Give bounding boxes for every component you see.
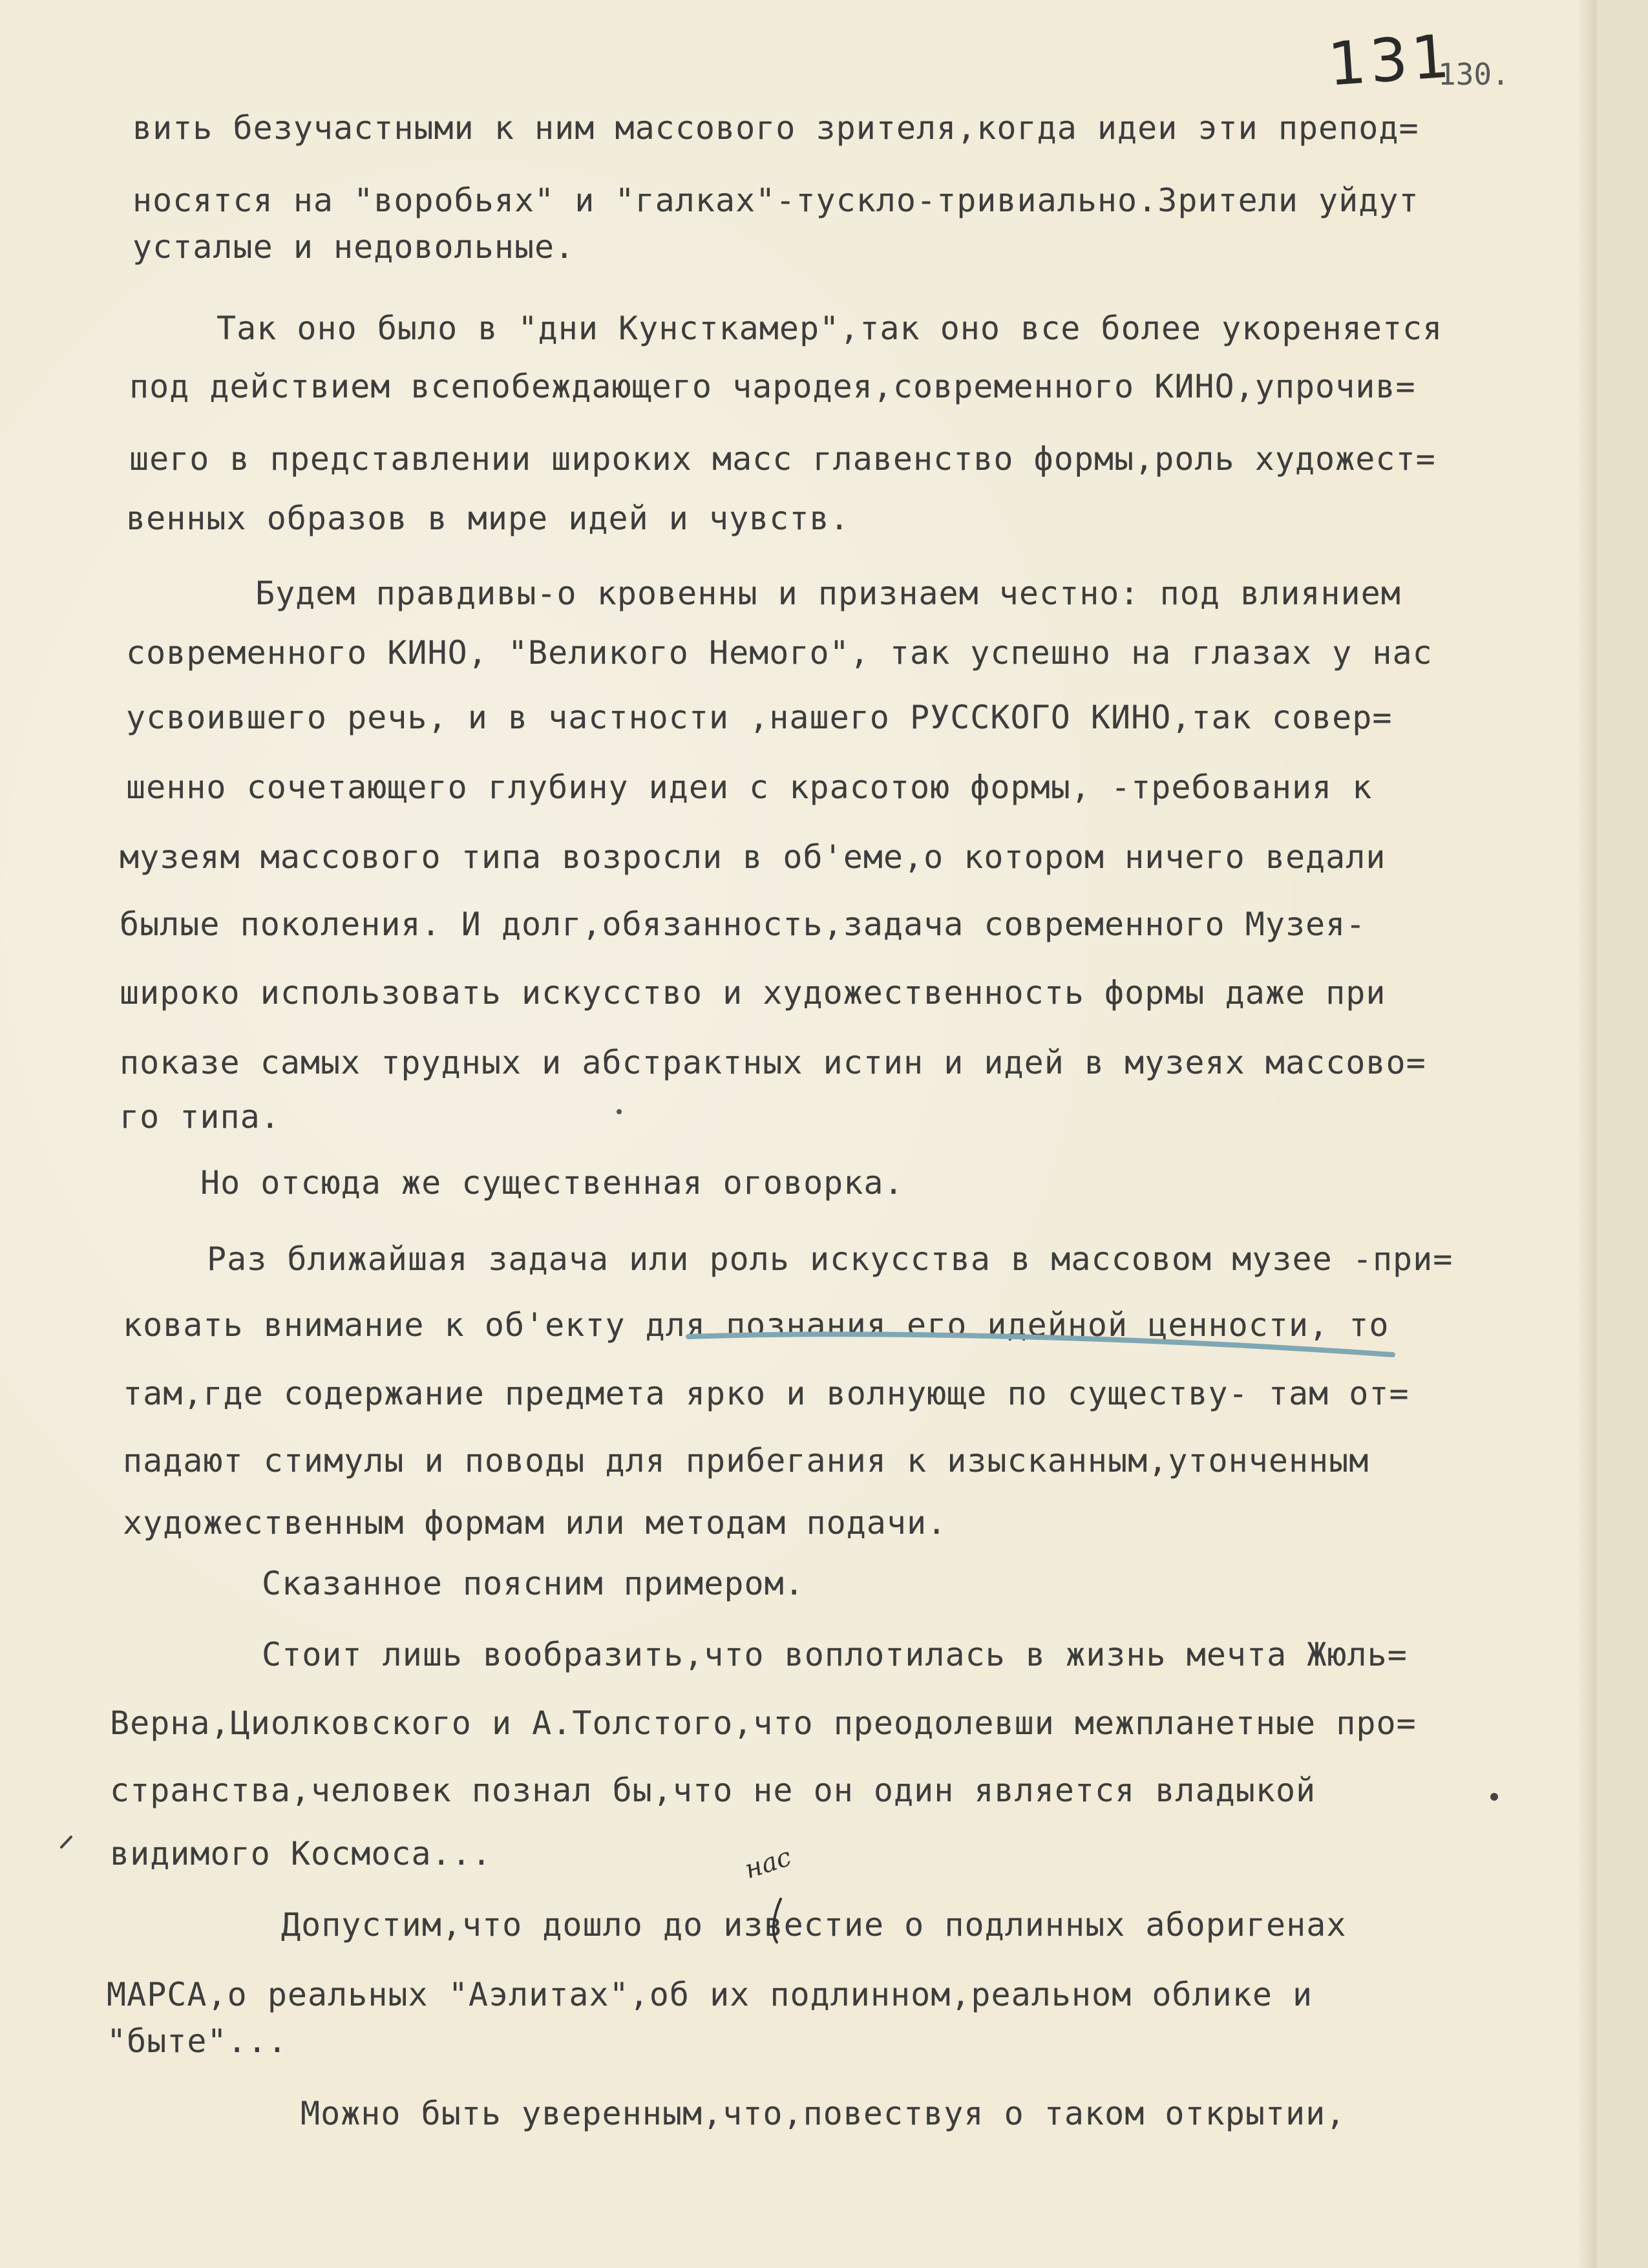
text-line: под действием всепобеждающего чародея,современного КИНО,упрочив=	[129, 368, 1416, 405]
text-line: показе самых трудных и абстрактных истин и идей в музеях массово=	[120, 1044, 1426, 1081]
text-line: венных образов в мире идей и чувств.	[126, 500, 850, 537]
text-line: странства,человек познал бы,что не он один является владыкой	[110, 1772, 1316, 1809]
text-line: шего в представлении широких масс главенство формы,роль художест=	[129, 440, 1436, 478]
handwritten-folio-number: 131	[1326, 21, 1456, 100]
text-line: видимого Космоса...	[110, 1835, 492, 1872]
text-line: былые поколения. И долг,обязанность,задача современного Музея-	[120, 906, 1366, 943]
text-line: го типа.	[120, 1098, 280, 1136]
typed-page-number: 130.	[1438, 57, 1510, 92]
text-line: Верна,Циолковского и А.Толстого,что преодолевши межпланетные про=	[110, 1704, 1417, 1742]
handwritten-insertion: нас	[741, 1841, 795, 1885]
text-line: художественным формам или методам подачи.	[123, 1504, 947, 1542]
text-line: Так оно было в "дни Кунсткамер",так оно все более укореняется	[217, 310, 1443, 347]
text-line: широко использовать искусство и художественность формы даже при	[120, 974, 1386, 1012]
text-line: усталые и недовольные.	[132, 228, 575, 266]
text-line: ковать внимание к об'екту для познания его идейной ценности, то	[123, 1306, 1389, 1344]
text-line: Допустим,что дошло до известие о подлинных аборигенах	[281, 1906, 1347, 1944]
text-line: Будем правдивы-о кровенны и признаем честно: под влиянием	[255, 575, 1401, 612]
text-line: МАРСА,о реальных "Аэлитах",об их подлинном,реальном облике и	[107, 1976, 1313, 2013]
page-edge-shadow	[1577, 0, 1596, 2268]
text-line: музеям массового типа возросли в об'еме,о котором ничего ведали	[120, 838, 1386, 876]
text-line: Раз ближайшая задача или роль искусства в массовом музее -при=	[207, 1240, 1453, 1278]
text-line: вить безучастными к ним массового зрителя,когда идеи эти препод=	[132, 109, 1419, 147]
text-line: носятся на "воробьях" и "галках"-тускло-тривиально.Зрители уйдут	[132, 182, 1419, 219]
text-line: Стоит лишь вообразить,что воплотилась в жизнь мечта Жюль=	[262, 1636, 1408, 1673]
text-line: усвоившего речь, и в частности ,нашего РУССКОГО КИНО,так совер=	[126, 699, 1393, 736]
right-margin-strip	[1596, 0, 1648, 2268]
text-line: "быте"...	[107, 2022, 288, 2060]
text-line: там,где содержание предмета ярко и волнующе по существу- там от=	[123, 1375, 1410, 1412]
text-line: современного КИНО, "Великого Немого", так успешно на глазах у нас	[126, 634, 1433, 672]
text-line: падают стимулы и поводы для прибегания к изысканным,утонченным	[123, 1442, 1369, 1479]
text-line: шенно сочетающего глубину идеи с красотою формы, -требования к	[126, 768, 1373, 806]
text-line: Можно быть уверенным,что,повествуя о таком открытии,	[301, 2095, 1346, 2132]
text-line: Но отсюда же существенная оговорка.	[200, 1164, 904, 1202]
text-line: Сказанное поясним примером.	[262, 1565, 805, 1602]
